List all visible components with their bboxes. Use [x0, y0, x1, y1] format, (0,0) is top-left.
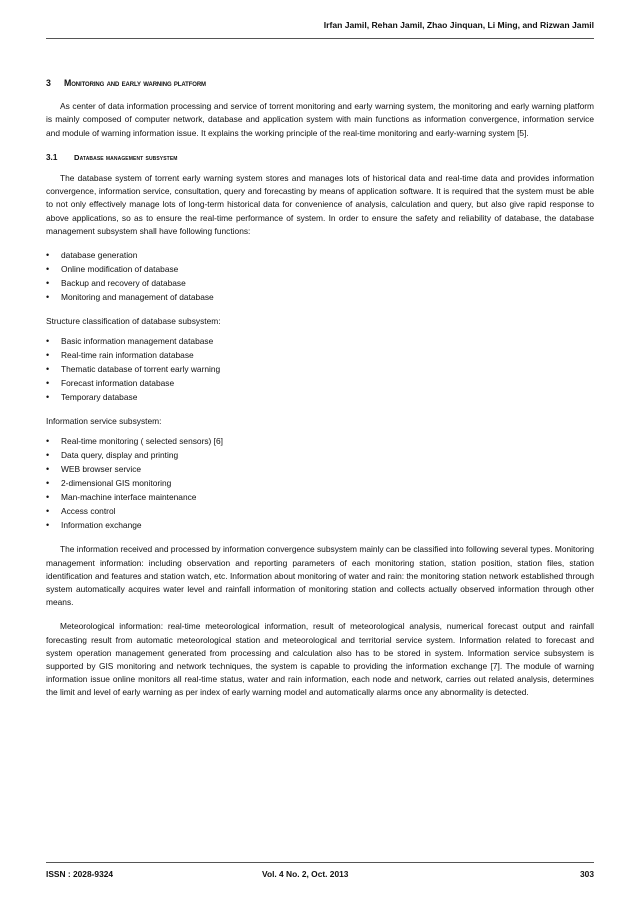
- section-heading: [46, 77, 594, 90]
- list-item: • Real-time monitoring ( selected sensors) [6]: [46, 436, 223, 447]
- bullet-icon: •: [46, 450, 50, 461]
- functions-list: [46, 249, 594, 305]
- bullet-icon: •: [46, 492, 50, 503]
- list-item: • Online modification of database: [46, 264, 179, 275]
- structure-label: Structure classification of database subsystem:: [46, 316, 221, 327]
- list-item: • Thematic database of torrent early warning: [46, 364, 221, 375]
- bullet-icon: •: [46, 364, 50, 375]
- information-types-paragraph: The information received and processed by information convergence subsystem mainly can be classified into following several types. Monitoring management information: including observation and reporting parameters of each monitoring station, station position, station files, station identification and features and station watch, etc. Information about monitoring of water and rain: the monitoring station network established through system automatically acquires water level and rainfall information of monitoring station and collects actually observed information through other means.: [46, 544, 594, 608]
- subsection-title: Database management subsystem: [74, 152, 178, 162]
- structure-list: [46, 335, 594, 405]
- bullet-icon: •: [46, 336, 50, 347]
- list-item: • 2-dimensional GIS monitoring: [46, 478, 172, 489]
- section-number: 3: [46, 78, 51, 88]
- bullet-icon: •: [46, 264, 50, 275]
- bullet-icon: •: [46, 278, 50, 289]
- info-service-list: [46, 435, 594, 533]
- running-header-authors: Irfan Jamil, Rehan Jamil, Zhao Jinquan, Li Ming, and Rizwan Jamil: [323, 20, 594, 30]
- bullet-icon: •: [46, 378, 50, 389]
- list-item: • Temporary database: [46, 392, 138, 403]
- bullet-icon: •: [46, 464, 50, 475]
- subsection-intro-paragraph: The database system of torrent early warning system stores and manages lots of historical data and real-time data and provides information convergence, information service, consultation, query and forecasting by means of application software. It is required that the system must be able to not only effectively manage lots of long-term historical data for convenience of analysis, calculation and query, but also give rapid response to above applications, so as to ensure the real-time performance of system. In order to ensure the safety and reliability of database, the database management subsystem shall have following functions:: [46, 173, 594, 236]
- list-item: • Basic information management database: [46, 336, 214, 347]
- footer-rule: [46, 862, 594, 863]
- bullet-icon: •: [46, 350, 50, 361]
- header-rule: [46, 38, 594, 39]
- subsection-heading: [46, 151, 594, 164]
- info-service-label: Information service subsystem:: [46, 416, 162, 427]
- section-title: Monitoring and early warning platform: [64, 78, 206, 88]
- bullet-icon: •: [46, 478, 50, 489]
- list-item: • Man-machine interface maintenance: [46, 492, 197, 503]
- list-item: • Access control: [46, 506, 116, 517]
- list-item: • Backup and recovery of database: [46, 278, 186, 289]
- list-item: • Information exchange: [46, 520, 142, 531]
- bullet-icon: •: [46, 436, 50, 447]
- footer-volume: Vol. 4 No. 2, Oct. 2013: [262, 869, 349, 879]
- footer-issn: ISSN : 2028-9324: [46, 869, 114, 879]
- bullet-icon: •: [46, 506, 50, 517]
- list-item: • WEB browser service: [46, 464, 142, 475]
- bullet-icon: •: [46, 292, 50, 303]
- list-item: • Forecast information database: [46, 378, 175, 389]
- footer-page-number: 303: [580, 869, 594, 879]
- section-intro-paragraph: As center of data information processing and service of torrent monitoring and early warning system, the monitoring and early warning platform is mainly composed of computer network, database and application system with main functions as information convergence, information service and module of warning information issue. It explains the working principle of the real-time monitoring and early-warning system [5].: [46, 101, 594, 138]
- list-item: • database generation: [46, 250, 138, 261]
- meteorological-paragraph: Meteorological information: real-time meteorological information, result of meteorological analysis, numerical forecast output and rainfall forecasting result from automatic meteorological station and meteorological and territorial service system. Information related to forecast and system operation management generated from processing and calculation also has to be stored in system. Information service subsystem is supported by GIS monitoring and network techniques, the system is capable to providing the information exchange [7]. The module of warning information issue online monitors all real-time status, water and rain information, each node and network, carries out related analysis, determines the limit and level of early warning as per index of early warning model and automatically alarms once any abnormality is detected.: [46, 621, 594, 698]
- page-body: [46, 77, 594, 711]
- bullet-icon: •: [46, 392, 50, 403]
- list-item: • Monitoring and management of database: [46, 292, 214, 303]
- subsection-number: 3.1: [46, 152, 58, 162]
- bullet-icon: •: [46, 520, 50, 531]
- list-item: • Real-time rain information database: [46, 350, 194, 361]
- bullet-icon: •: [46, 250, 50, 261]
- list-item: • Data query, display and printing: [46, 450, 179, 461]
